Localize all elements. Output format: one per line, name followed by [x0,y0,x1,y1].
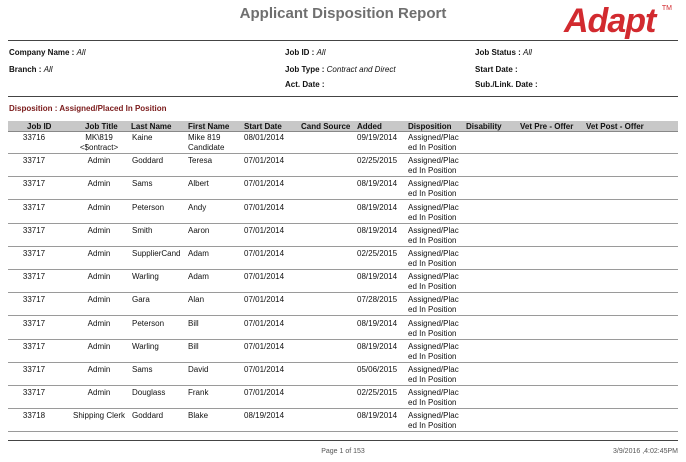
cell-disp-1: Assigned/Plac [408,202,459,212]
table-row [8,270,678,293]
cell-first-name-1: Aaron [188,225,210,235]
cell-first-name-1: Teresa [188,156,213,166]
cell-first-name-1: Alan [188,295,205,305]
table-row [8,247,678,270]
table-row [8,340,678,363]
cell-job-id: 33717 [22,202,46,212]
cell-job-id: 33716 [22,133,46,142]
cell-first-name-1: Frank [188,388,209,398]
cell-job-title-1: Admin [87,156,111,166]
page-number: Page 1 of 153 [321,448,365,455]
cell-disp-1: Assigned/Plac [408,295,459,305]
cell-first-name-1: Blake [188,411,209,421]
cell-job-title-1: Admin [87,365,111,374]
cell-disp-2: ed In Position [408,212,457,222]
cell-disp-1: Assigned/Plac [408,272,459,282]
cell-added: 08/19/2014 [357,179,398,189]
cell-job-id: 33717 [22,249,46,258]
cell-added: 02/25/2015 [357,156,398,166]
cell-first-name-1: Mike 819 [188,133,221,142]
cell-job-id: 33717 [22,365,46,374]
cell-disp-1: Assigned/Plac [408,156,459,166]
cell-job-title-1: Admin [87,272,111,282]
cell-last-name: Peterson [132,318,165,328]
col-cand-source: Cand Source [301,122,351,131]
col-last-name: Last Name [131,122,172,131]
cell-first-name-1: Andy [188,202,207,212]
cell-start-date: 07/01/2014 [244,365,285,374]
cell-job-title-1: Admin [87,179,111,189]
cell-added: 02/25/2015 [357,388,398,398]
cell-job-id: 33717 [22,272,46,282]
adapt-logo [564,2,672,40]
cell-last-name: Gara [132,295,150,305]
cell-start-date: 07/01/2014 [244,249,285,258]
logo-text: Adapt [564,2,656,40]
cell-disp-2: ed In Position [408,282,457,292]
cell-added: 08/19/2014 [357,411,398,421]
cell-first-name-1: Adam [188,272,209,282]
cell-job-title-1: Admin [87,295,111,305]
cell-job-id: 33717 [22,156,46,166]
cell-disp-1: Assigned/Plac [408,225,459,235]
cell-disp-2: ed In Position [408,189,457,199]
cell-start-date: 07/01/2014 [244,388,285,398]
cell-start-date: 07/01/2014 [244,225,285,235]
cell-added: 09/19/2014 [357,133,398,142]
cell-disp-1: Assigned/Plac [408,249,459,258]
cell-disp-1: Assigned/Plac [408,318,459,328]
criteria-company-name: Company Name : All [9,48,86,57]
cell-disp-1: Assigned/Plac [408,179,459,189]
cell-job-title-1: Admin [87,341,111,351]
cell-job-id: 33717 [22,179,46,189]
footer-divider [8,440,678,441]
report-title: Applicant Disposition Report [239,5,447,22]
cell-disp-2: ed In Position [408,328,457,338]
cell-start-date: 08/19/2014 [244,411,285,421]
cell-job-id: 33717 [22,341,46,351]
cell-job-id: 33717 [22,295,46,305]
col-disability: Disability [466,122,502,131]
cell-last-name: Kaine [132,133,153,142]
cell-job-id: 33717 [22,318,46,328]
table-row [8,386,678,409]
cell-first-name-1: Bill [188,318,199,328]
cell-job-title-1: Admin [87,318,111,328]
cell-first-name-1: Adam [188,249,209,258]
cell-first-name-2: Candidate [188,143,225,152]
cell-last-name: Warling [132,272,159,282]
col-job-id: Job ID [27,122,52,131]
col-start-date: Start Date [244,122,282,131]
cell-disp-2: ed In Position [408,398,457,408]
col-added: Added [357,122,382,131]
logo-trademark: TM [661,5,672,12]
criteria-sub-link-date: Sub./Link. Date : [475,80,538,89]
cell-added: 08/19/2014 [357,318,398,328]
col-vet-post-offer: Vet Post - Offer [586,122,644,131]
cell-first-name-1: Albert [188,179,209,189]
cell-first-name-1: Bill [188,341,199,351]
cell-start-date: 07/01/2014 [244,179,285,189]
cell-last-name: Goddard [132,156,164,166]
cell-disp-1: Assigned/Plac [408,365,459,374]
cell-job-title-1: Admin [87,388,111,398]
disposition-group-header: Disposition : Assigned/Placed In Position [9,104,167,113]
table-row [8,293,678,316]
col-disposition: Disposition [408,122,452,131]
table-row [8,317,678,340]
cell-last-name: Goddard [132,411,164,421]
col-vet-pre-offer: Vet Pre - Offer [520,122,574,131]
cell-disp-1: Assigned/Plac [408,411,459,421]
cell-job-id: 33717 [22,225,46,235]
cell-disp-2: ed In Position [408,305,457,315]
cell-added: 08/19/2014 [357,341,398,351]
cell-disp-2: ed In Position [408,166,457,176]
cell-added: 08/19/2014 [357,272,398,282]
cell-start-date: 07/01/2014 [244,156,285,166]
cell-first-name-1: David [188,365,209,374]
cell-disp-2: ed In Position [408,351,457,361]
cell-added: 08/19/2014 [357,202,398,212]
cell-added: 05/06/2015 [357,365,398,374]
cell-added: 02/25/2015 [357,249,398,258]
criteria-start-date: Start Date : [475,65,518,74]
cell-start-date: 07/01/2014 [244,272,285,282]
cell-last-name: Sams [132,179,153,189]
cell-added: 07/28/2015 [357,295,398,305]
table-row [8,177,678,200]
criteria-act-date: Act. Date : [285,80,325,89]
table-row [8,224,678,247]
cell-disp-1: Assigned/Plac [408,341,459,351]
criteria-job-id: Job ID : All [285,48,326,57]
cell-disp-2: ed In Position [408,143,457,152]
table-row [8,201,678,224]
cell-job-title-2: <$ontract> [79,143,119,152]
cell-disp-1: Assigned/Plac [408,388,459,398]
cell-job-id: 33717 [22,388,46,398]
cell-last-name: Warling [132,341,159,351]
cell-job-title-1: Shipping Clerk [72,411,126,421]
cell-last-name: Smith [132,225,153,235]
col-job-title: Job Title [85,122,118,131]
cell-last-name: Peterson [132,202,165,212]
cell-job-title-1: MK\819 [85,133,113,142]
cell-job-title-1: Admin [87,225,111,235]
cell-disp-2: ed In Position [408,375,457,384]
cell-last-name: SupplierCand [132,249,181,258]
cell-last-name: Douglass [132,388,166,398]
cell-start-date: 07/01/2014 [244,202,285,212]
cell-disp-2: ed In Position [408,235,457,245]
criteria-divider [8,96,678,97]
cell-job-title-1: Admin [87,249,111,258]
report-timestamp: 3/9/2016 ,4:02:45PM [613,448,678,455]
col-first-name: First Name [188,122,230,131]
cell-last-name: Sams [132,365,153,374]
cell-disp-2: ed In Position [408,421,457,431]
cell-job-title-1: Admin [87,202,111,212]
cell-added: 08/19/2014 [357,225,398,235]
cell-disp-1: Assigned/Plac [408,133,459,142]
cell-job-id: 33718 [22,411,46,421]
cell-disp-2: ed In Position [408,259,457,268]
criteria-branch: Branch : All [9,65,53,74]
cell-start-date: 08/01/2014 [244,133,285,142]
cell-start-date: 07/01/2014 [244,295,285,305]
header-divider [8,40,678,41]
table-row [8,409,678,432]
cell-start-date: 07/01/2014 [244,341,285,351]
table-row [8,154,678,177]
table-row [8,131,678,154]
criteria-job-type: Job Type : Contract and Direct [285,65,396,74]
criteria-job-status: Job Status : All [475,48,532,57]
cell-start-date: 07/01/2014 [244,318,285,328]
table-row [8,363,678,386]
